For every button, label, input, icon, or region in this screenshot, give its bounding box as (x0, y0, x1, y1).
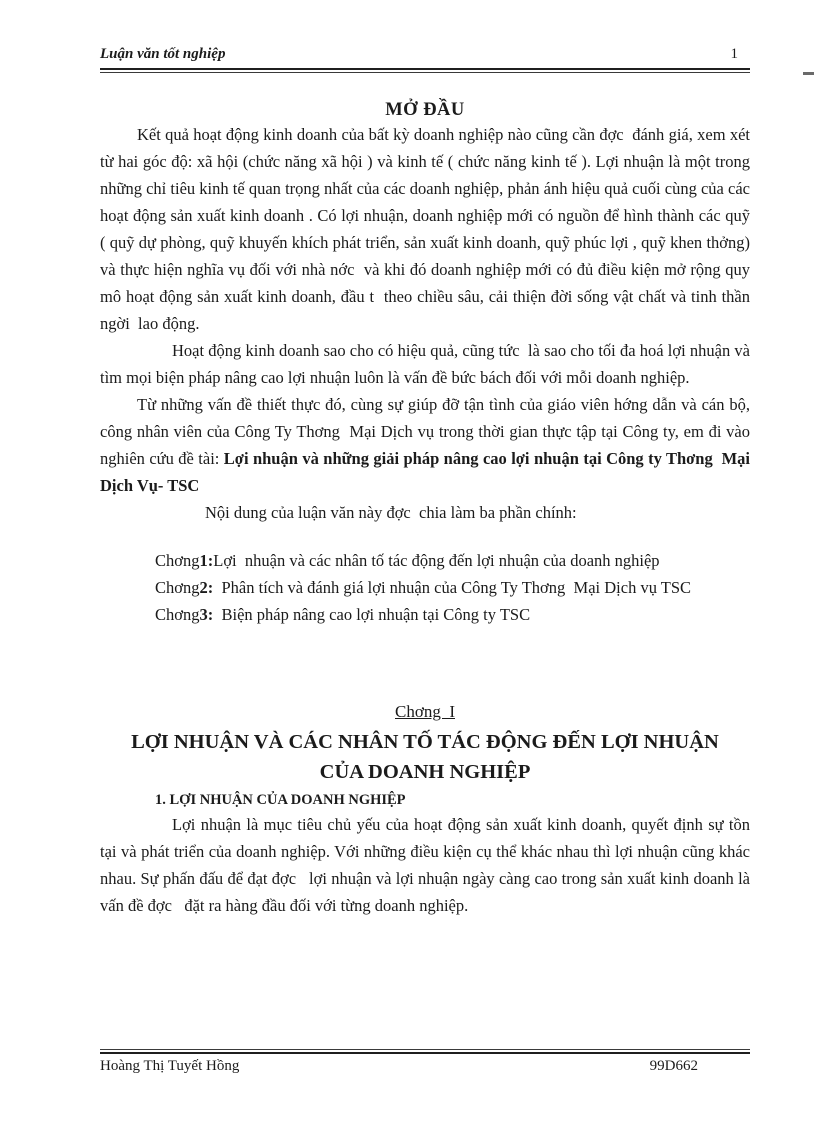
chapter-list-item-2 (100, 574, 750, 601)
chapter-list-item-1 (100, 547, 750, 574)
page-footer (100, 1049, 750, 1075)
chapter-2-prefix: Chơng (155, 578, 200, 597)
thesis-topic-title: Lợi nhuận và những giải pháp nâng cao lợi nhuận tại Công ty Thơng Mại Dịch Vụ- TSC (100, 449, 755, 495)
chapter-3-prefix: Chơng (155, 605, 200, 624)
chapter1-title (100, 727, 750, 787)
chapter-1-prefix: Chơng (155, 551, 200, 570)
section1-heading: 1. LỢI NHUẬN CỦA DOANH NGHIỆP (155, 792, 406, 808)
chapter1-title-line2: CỦA DOANH NGHIỆP (319, 761, 531, 783)
chapter-3-text: Biện pháp nâng cao lợi nhuận tại Công ty TSC (213, 605, 531, 624)
chapter1-title-line1: LỢI NHUẬN VÀ CÁC NHÂN TỐ TÁC ĐỘNG ĐẾN LỢI NHUẬN (131, 731, 719, 753)
chapter-3-number: 3: (199, 605, 214, 624)
margin-crop-mark (803, 72, 814, 75)
intro-paragraph-3-text: Từ những vấn đề thiết thực đó, cùng sự giúp đỡ tận tình của giáo viên hớng dẫn và cán bộ, công nhân viên của Công Ty Thơng Mại Dịch vụ trong thời gian thực tập tại Công ty, em đi vào nghiên cứu đề tài: (100, 395, 755, 468)
chapter-2-number: 2: (199, 578, 214, 597)
chapter-list-item-3 (100, 601, 750, 628)
chapter-list (100, 547, 750, 628)
header-rule-thin (100, 72, 750, 73)
contents-intro-line: Nội dung của luận văn này đợc chia làm ba phần chính: (205, 503, 577, 522)
intro-paragraph-3 (100, 391, 755, 499)
page-number: 1 (730, 46, 738, 62)
intro-paragraph-1: Kết quả hoạt động kinh doanh của bất kỳ doanh nghiệp nào cũng cần đợc đánh giá, xem xét từ hai góc độ: xã hội (chức năng xã hội ) và kinh tế ( chức năng kinh tế ). Lợi nhuận là một trong những chỉ tiêu kinh tế quan trọng nhất của các doanh nghiệp, phản ánh hiệu quả cuối cùng của các hoạt động sản xuất kinh doanh . Có lợi nhuận, doanh nghiệp mới có nguồn để hình thành các quỹ ( quỹ dự phòng, quỹ khuyến khích phát triển, sản xuất kinh doanh, quỹ phúc lợi , quỹ khen thởng) và thực hiện nghĩa vụ đối với nhà nớc và khi đó doanh nghiệp mới có đủ điều kiện mở rộng quy mô hoạt động sản xuất kinh doanh, đầu t theo chiều sâu, cải thiện đời sống vật chất và tinh thần ngời lao động. (100, 125, 759, 333)
intro-paragraph-2: Hoạt động kinh doanh sao cho có hiệu quả, cũng tức là sao cho tối đa hoá lợi nhuận và tìm mọi biện pháp nâng cao lợi nhuận luôn là vấn đề bức bách đối với mỗi doanh nghiệp. (100, 341, 755, 387)
page-header (100, 46, 750, 73)
header-rule-thick (100, 68, 750, 70)
chapter-1-number: 1: (199, 551, 214, 570)
chapter1-label (100, 702, 750, 722)
footer-author: Hoàng Thị Tuyết Hồng (100, 1058, 240, 1074)
chapter1-label-text: Chơng I (395, 702, 455, 721)
chapter-1-text: Lợi nhuận và các nhân tố tác động đến lợi nhuận của doanh nghiệp (213, 551, 660, 570)
header-title: Luận văn tốt nghiệp (100, 46, 226, 62)
footer-student-code: 99D662 (649, 1058, 698, 1074)
document-title: MỞ ĐẦU (385, 100, 465, 120)
chapter-2-text: Phân tích và đánh giá lợi nhuận của Công Ty Thơng Mại Dịch vụ TSC (213, 578, 692, 597)
footer-rule-thin (100, 1049, 750, 1050)
chapter1-paragraph-1: Lợi nhuận là mục tiêu chủ yếu của hoạt động sản xuất kinh doanh, quyết định sự tồn tại và phát triển của doanh nghiệp. Với những điều kiện cụ thể khác nhau thì lợi nhuận cũng khác nhau. Sự phấn đấu để đạt đợc lợi nhuận và lợi nhuận ngày càng cao trong sản xuất kinh doanh là vấn đề đợc đặt ra hàng đầu đối với từng doanh nghiệp. (100, 815, 755, 915)
